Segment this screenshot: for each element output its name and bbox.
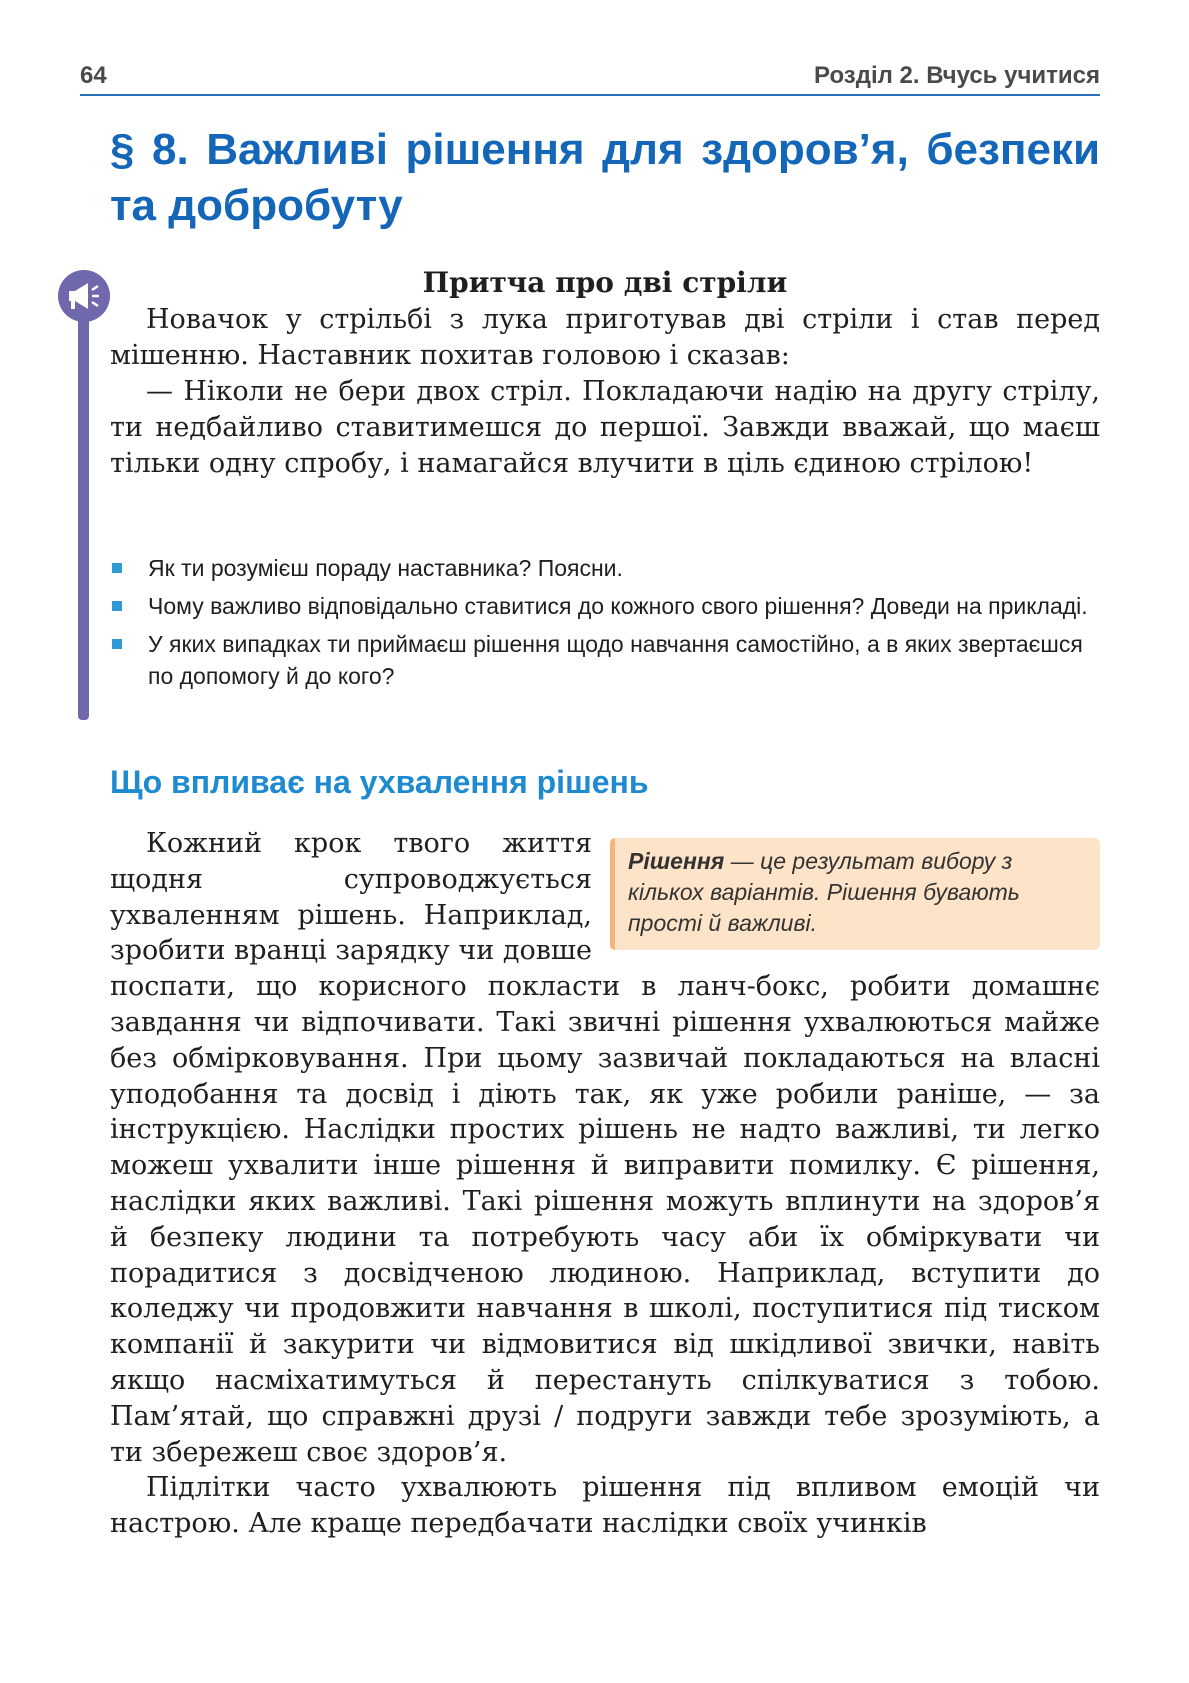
question-list bbox=[110, 552, 1100, 698]
parable-title: Притча про дві стріли bbox=[422, 266, 788, 299]
parable-paragraph: — Ніколи не бери двох стріл. Покладаючи надію на другу стрілу, ти недбайливо ставитимешся до першої. Завжди вважай, що маєш тільки одну спробу, і намагайся влучити в ціль єдиною стрілою! bbox=[110, 376, 1100, 479]
definition-term: Рішення bbox=[628, 848, 725, 874]
square-bullet-icon bbox=[112, 639, 122, 649]
body-text bbox=[110, 826, 1100, 1542]
page-title: § 8. Важливі рішення для здоров’я, безпеки та добробуту bbox=[110, 125, 1100, 230]
section-subheading: Що впливає на ухвалення рішень bbox=[110, 764, 649, 800]
question-text: У яких випадках ти приймаєш рішення щодо навчання самостійно, а в яких звертаєшся по допомогу й до кого? bbox=[148, 631, 1083, 689]
parable-paragraph: Новачок у стрільбі з лука приготував дві стріли і став перед мішенню. Наставник похитав головою і сказав: bbox=[110, 304, 1100, 371]
definition-spacer bbox=[592, 826, 1100, 966]
page-header bbox=[80, 58, 1100, 96]
section-name: Розділ 2. Вчусь учитися bbox=[814, 62, 1100, 89]
definition-body: — це результат вибору з кількох варіантів. Рішення бувають прості й важливі. bbox=[628, 848, 1020, 936]
body-paragraph: Підлітки часто ухвалюють рішення під впливом емоцій чи настрою. Але краще передбачати наслідки своїх учинків bbox=[110, 1472, 1100, 1540]
body-paragraph: Кожний крок твого життя щодня супроводжується ухваленням рішень. Наприклад, зробити вранці зарядку чи довше поспати, що корисного покласти в ланч-бокс, робити домашнє завдання чи відпочивати. Такі звичні рішення ухвалюються майже без обмірковування. При цьому зазвичай покладаються на власні уподобання та досвід і діють так, як уже робили раніше, — за інструкцією. Наслідки простих рішень не надто важливі, ти легко можеш ухвалити інше рішення й виправити помилку. Є рішення, наслідки яких важливі. Такі рішення можуть вплинути на здоров’я й безпеку людини та потребують часу аби їх обміркувати чи порадитися з досвідченою людиною. Наприклад, вступити до коледжу чи продовжити навчання в школі, поступитися під тиском компанії й закурити чи відмовитися від шкідливої звички, навіть якщо насміхатимуться й перестануть спілкуватися з тобою. Пам’ятай, що справжні друзі / подруги завжди тебе зрозуміють, а ти збережеш своє здоров’я. bbox=[110, 828, 1100, 1468]
parable-sidebar-bar bbox=[78, 280, 89, 720]
parable-text bbox=[110, 302, 1100, 482]
megaphone-icon bbox=[58, 270, 110, 322]
question-text: Чому важливо відповідально ставитися до кожного свого рішення? Доведи на прикладі. bbox=[148, 593, 1088, 619]
page-number: 64 bbox=[80, 62, 107, 89]
square-bullet-icon bbox=[112, 601, 122, 611]
question-item bbox=[110, 590, 1100, 622]
question-text: Як ти розумієш пораду наставника? Поясни. bbox=[148, 555, 623, 581]
square-bullet-icon bbox=[112, 563, 122, 573]
question-item bbox=[110, 628, 1100, 692]
question-item bbox=[110, 552, 1100, 584]
